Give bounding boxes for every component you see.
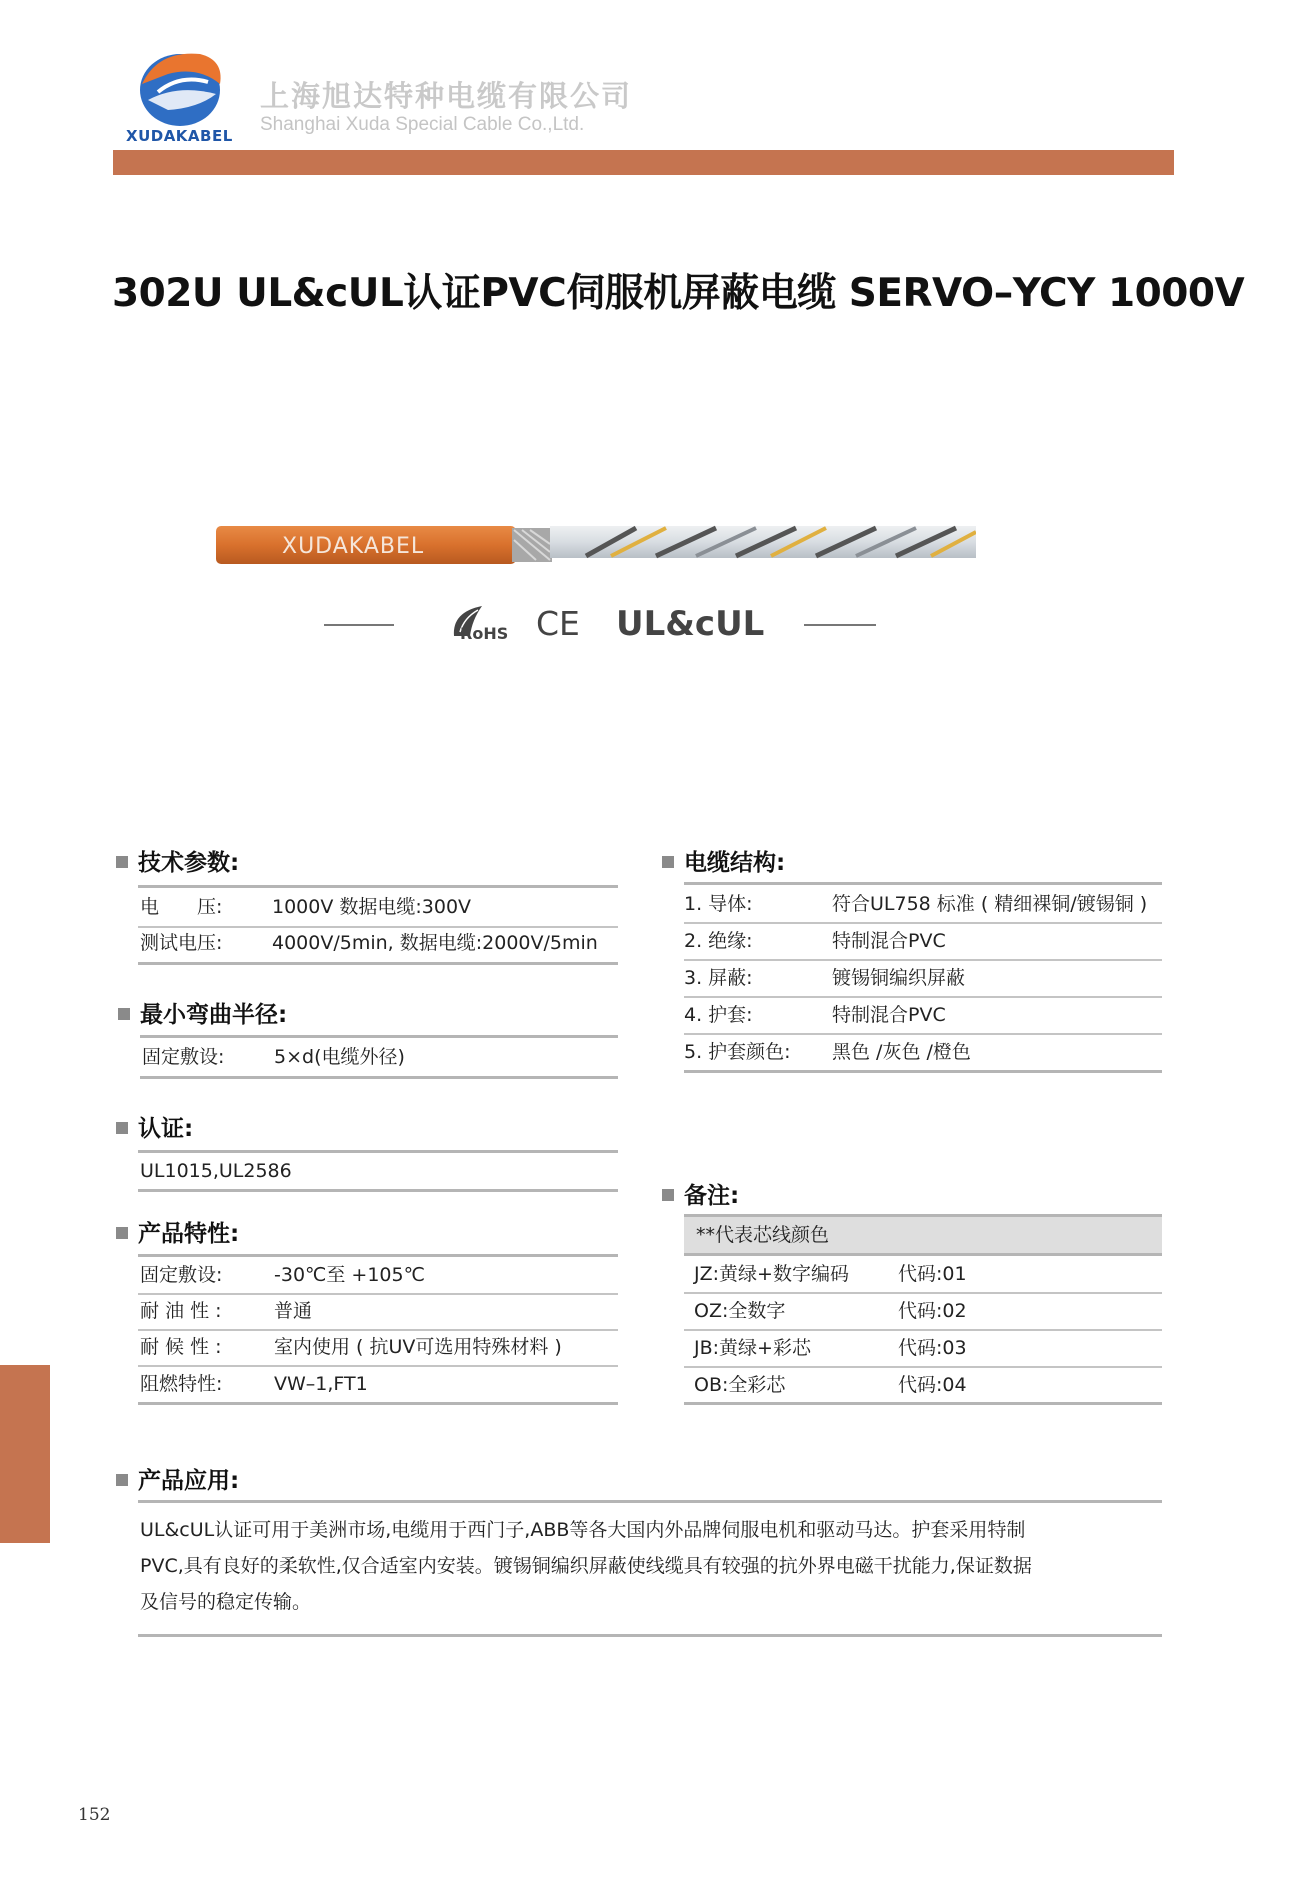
feature-label: 耐 候 性 : xyxy=(140,1336,222,1358)
divider xyxy=(140,1035,618,1038)
certification-standards: UL1015,UL2586 xyxy=(140,1160,292,1182)
section-bullet xyxy=(662,856,674,868)
side-accent-bar xyxy=(0,1365,50,1543)
feature-value: -30℃至 +105℃ xyxy=(274,1264,425,1286)
min-bend-heading-text: 最小弯曲半径: xyxy=(140,1002,288,1028)
structure-value: 符合UL758 标准 ( 精细裸铜/镀锡铜 ) xyxy=(832,893,1148,915)
divider xyxy=(140,1076,618,1079)
structure-label: 1. 导体: xyxy=(684,893,753,915)
structure-row xyxy=(684,997,1162,1033)
structure-value: 镀锡铜编织屏蔽 xyxy=(832,967,966,989)
certification-value xyxy=(140,1153,618,1189)
structure-value: 特制混合PVC xyxy=(832,1004,946,1026)
application-line: 及信号的稳定传输。 xyxy=(140,1591,312,1613)
certification-heading-text: 认证: xyxy=(138,1116,194,1142)
structure-label: 3. 屏蔽: xyxy=(684,967,753,989)
header-accent-bar xyxy=(113,150,1174,175)
min-bend-label: 固定敷设: xyxy=(142,1046,225,1068)
min-bend-row xyxy=(142,1039,618,1075)
divider xyxy=(138,962,618,965)
section-bullet xyxy=(118,1008,130,1020)
note-label: JB:黄绿+彩芯 xyxy=(694,1337,811,1359)
section-bullet xyxy=(116,856,128,868)
section-bullet xyxy=(662,1189,674,1201)
tech-param-label: 测试电压: xyxy=(140,932,223,954)
application-line: PVC,具有良好的柔软性,仅合适室内安装。镀锡铜编织屏蔽使线缆具有较强的抗外界电磁干扰能力,保证数据 xyxy=(140,1555,1032,1577)
feature-value: 普通 xyxy=(274,1300,313,1322)
tech-param-value: 4000V/5min, 数据电缆:2000V/5min xyxy=(272,932,598,954)
feature-label: 耐 油 性 : xyxy=(140,1300,222,1322)
logo-text: XUDAKABEL xyxy=(126,127,233,145)
features-heading-text: 产品特性: xyxy=(138,1221,240,1247)
note-label: OB:全彩芯 xyxy=(694,1374,786,1396)
tech-param-label: 电 压: xyxy=(140,896,223,918)
tech-param-row xyxy=(140,889,618,925)
structure-value: 黑色 /灰色 /橙色 xyxy=(832,1041,971,1063)
application-heading xyxy=(116,1462,239,1495)
section-bullet xyxy=(116,1474,128,1486)
rohs-label: RoHS xyxy=(460,624,509,643)
section-bullet xyxy=(116,1122,128,1134)
note-row xyxy=(684,1293,1162,1329)
ul-mark: UL&cUL xyxy=(616,604,765,644)
feature-label: 固定敷设: xyxy=(140,1264,223,1286)
structure-row xyxy=(684,886,1174,922)
note-row xyxy=(684,1367,1162,1403)
cert-divider-left xyxy=(324,624,394,626)
notes-subheading: **代表芯线颜色 xyxy=(696,1224,830,1246)
divider xyxy=(684,1402,1162,1405)
feature-label: 阻燃特性: xyxy=(140,1373,223,1395)
notes-heading-text: 备注: xyxy=(684,1183,740,1209)
min-bend-value: 5×d(电缆外径) xyxy=(274,1046,405,1068)
note-code: 代码:03 xyxy=(898,1337,967,1359)
rohs-logo xyxy=(448,602,520,646)
structure-label: 4. 护套: xyxy=(684,1004,753,1026)
notes-heading xyxy=(662,1177,739,1210)
structure-label: 5. 护套颜色: xyxy=(684,1041,791,1063)
page-title: 302U UL&cUL认证PVC伺服机屏蔽电缆 SERVO–YCY 1000V xyxy=(112,271,1245,316)
structure-value: 特制混合PVC xyxy=(832,930,946,952)
page-number: 152 xyxy=(78,1805,111,1825)
section-bullet xyxy=(116,1227,128,1239)
company-name-cn: 上海旭达特种电缆有限公司 xyxy=(260,79,633,113)
divider xyxy=(138,1402,618,1405)
cable-brand-print: XUDAKABEL xyxy=(282,534,425,559)
note-code: 代码:02 xyxy=(898,1300,967,1322)
divider xyxy=(138,885,618,888)
feature-row xyxy=(140,1329,618,1365)
structure-row xyxy=(684,1034,1162,1070)
structure-row xyxy=(684,923,1162,959)
tech-param-row xyxy=(140,925,618,961)
note-row xyxy=(684,1330,1162,1366)
tech-params-heading xyxy=(116,844,239,877)
cable-image xyxy=(216,520,976,570)
note-row xyxy=(684,1256,1162,1292)
note-code: 代码:04 xyxy=(898,1374,967,1396)
company-name-en: Shanghai Xuda Special Cable Co.,Ltd. xyxy=(260,114,585,135)
application-heading-text: 产品应用: xyxy=(138,1468,240,1494)
application-line: UL&cUL认证可用于美洲市场,电缆用于西门子,ABB等各大国内外品牌伺服电机和驱动马达。护套采用特制 xyxy=(140,1519,1026,1541)
tech-params-heading-text: 技术参数: xyxy=(138,850,240,876)
feature-row xyxy=(140,1257,618,1293)
ce-mark: CE xyxy=(536,604,580,643)
certification-logos xyxy=(324,600,876,650)
divider xyxy=(684,1070,1162,1073)
tech-param-value: 1000V 数据电缆:300V xyxy=(272,896,472,918)
feature-row xyxy=(140,1293,618,1329)
structure-heading-text: 电缆结构: xyxy=(684,850,786,876)
note-label: OZ:全数字 xyxy=(694,1300,786,1322)
feature-row xyxy=(140,1366,618,1402)
divider xyxy=(684,882,1162,885)
note-label: JZ:黄绿+数字编码 xyxy=(694,1263,849,1285)
features-heading xyxy=(116,1215,239,1248)
divider xyxy=(138,1189,618,1192)
application-text xyxy=(140,1512,1188,1620)
certification-heading xyxy=(116,1110,193,1143)
feature-value: 室内使用 ( 抗UV可选用特殊材料 ) xyxy=(274,1336,562,1358)
min-bend-heading xyxy=(118,996,287,1029)
structure-label: 2. 绝缘: xyxy=(684,930,753,952)
feature-value: VW–1,FT1 xyxy=(274,1373,368,1395)
structure-row xyxy=(684,960,1162,996)
note-code: 代码:01 xyxy=(898,1263,967,1285)
divider xyxy=(138,1634,1162,1637)
structure-heading xyxy=(662,844,785,877)
notes-subheading-row xyxy=(684,1217,1162,1253)
divider xyxy=(138,1500,1162,1503)
cert-divider-right xyxy=(804,624,876,626)
